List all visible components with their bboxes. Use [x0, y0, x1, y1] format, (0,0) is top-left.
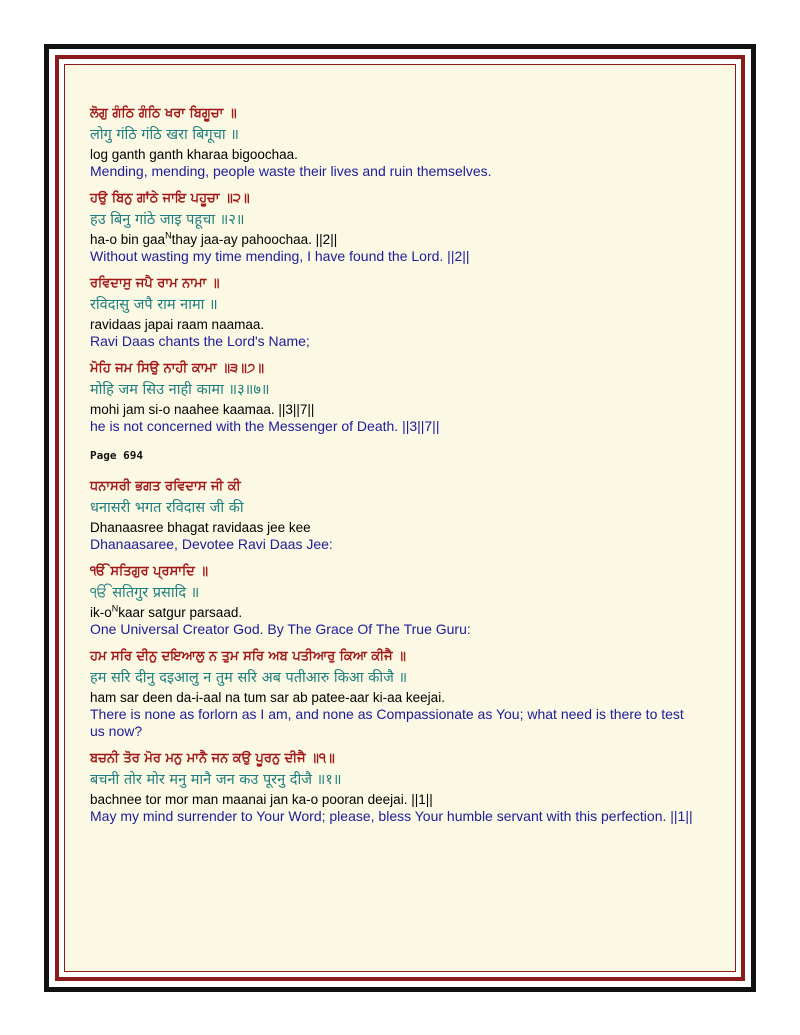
transliteration-line: bachnee tor mor man maanai jan ka-o pooran deejai. ||1||: [90, 792, 433, 807]
page-body: [64, 64, 736, 972]
nasal-superscript: N: [111, 603, 119, 614]
verse-block: [90, 648, 702, 740]
transliteration-part: ik-o: [90, 605, 112, 620]
scripture-content: [90, 105, 702, 835]
verse-block: [90, 478, 702, 553]
gurmukhi-line: ੴ ਸਤਿਗੁਰ ਪ੍ਰਸਾਦਿ ॥: [90, 564, 209, 579]
translation-line: Without wasting my time mending, I have found the Lord. ||2||: [90, 248, 470, 264]
page-number-marker: Page 694: [90, 449, 143, 462]
devanagari-line: ੴ सतिगुर प्रसादि ॥: [90, 585, 200, 601]
gurmukhi-line: ਹਮ ਸਰਿ ਦੀਨੁ ਦਇਆਲੁ ਨ ਤੁਮ ਸਰਿ ਅਬ ਪਤੀਆਰੁ ਕਿਆ ਕੀਜੈ ॥: [90, 649, 406, 664]
translation-line: May my mind surrender to Your Word; please, bless Your humble servant with this perfection. ||1||: [90, 808, 693, 824]
devanagari-line: रविदासु जपै राम नामा ॥: [90, 297, 218, 313]
gurmukhi-line: ਰਵਿਦਾਸੁ ਜਪੈ ਰਾਮ ਨਾਮਾ ॥: [90, 276, 220, 291]
transliteration-line: [90, 231, 702, 248]
verse-block: [90, 563, 702, 638]
translation-line: There is none as forlorn as I am, and none as Compassionate as You; what need is there to test us now?: [90, 706, 684, 739]
translation-line: Mending, mending, people waste their lives and ruin themselves.: [90, 163, 492, 179]
translation-line: Ravi Daas chants the Lord's Name;: [90, 333, 310, 349]
gurmukhi-line: ਮੋਹਿ ਜਮ ਸਿਉ ਨਾਹੀ ਕਾਮਾ ॥੩॥੭॥: [90, 361, 264, 376]
gurmukhi-line: ਬਚਨੀ ਤੋਰ ਮੋਰ ਮਨੁ ਮਾਨੈ ਜਨ ਕਉ ਪੂਰਨੁ ਦੀਜੈ ॥੧॥: [90, 751, 335, 766]
devanagari-line: हम सरि दीनु दइआलु न तुम सरि अब पतीआरु किआ कीजै ॥: [90, 670, 408, 686]
transliteration-part: ha-o bin gaa: [90, 232, 166, 247]
transliteration-part: thay jaa-ay pahoochaa. ||2||: [171, 232, 338, 247]
gurmukhi-line: ਹਉ ਬਿਨੁ ਗਾਂਠੇ ਜਾਇ ਪਹੂਚਾ ॥੨॥: [90, 191, 250, 206]
devanagari-line: मोहि जम सिउ नाही कामा ॥३॥७॥: [90, 382, 270, 398]
gurmukhi-line: ਧਨਾਸਰੀ ਭਗਤ ਰਵਿਦਾਸ ਜੀ ਕੀ: [90, 479, 241, 494]
page-border: [55, 55, 745, 981]
verse-block: [90, 360, 702, 435]
transliteration-line: Dhanaasree bhagat ravidaas jee kee: [90, 520, 311, 535]
gurmukhi-line: ਲੋਗੁ ਗੰਠਿ ਗੰਠਿ ਖਰਾ ਬਿਗੂਚਾ ॥: [90, 106, 237, 121]
verse-block: [90, 750, 702, 825]
translation-line: Dhanaasaree, Devotee Ravi Daas Jee:: [90, 536, 333, 552]
verse-block: [90, 105, 702, 180]
transliteration-line: ravidaas japai raam naamaa.: [90, 317, 265, 332]
devanagari-line: धनासरी भगत रविदास जी की: [90, 500, 244, 516]
devanagari-line: हउ बिनु गांठे जाइ पहूचा ॥२॥: [90, 212, 245, 228]
devanagari-line: लोगु गंठि गंठि खरा बिगूचा ॥: [90, 127, 239, 143]
transliteration-line: log ganth ganth kharaa bigoochaa.: [90, 147, 298, 162]
verse-block: [90, 190, 702, 265]
nasal-superscript: N: [165, 230, 172, 241]
translation-line: he is not concerned with the Messenger of Death. ||3||7||: [90, 418, 440, 434]
translation-line: One Universal Creator God. By The Grace Of The True Guru:: [90, 621, 471, 637]
devanagari-line: बचनी तोर मोर मनु मानै जन कउ पूरनु दीजै ॥१॥: [90, 772, 342, 788]
transliteration-line: ham sar deen da-i-aal na tum sar ab patee-aar ki-aa keejai.: [90, 690, 445, 705]
transliteration-line: mohi jam si-o naahee kaamaa. ||3||7||: [90, 402, 315, 417]
page-frame: [44, 44, 756, 992]
transliteration-line: [90, 604, 702, 621]
transliteration-part: kaar satgur parsaad.: [118, 605, 243, 620]
verse-block: [90, 275, 702, 350]
